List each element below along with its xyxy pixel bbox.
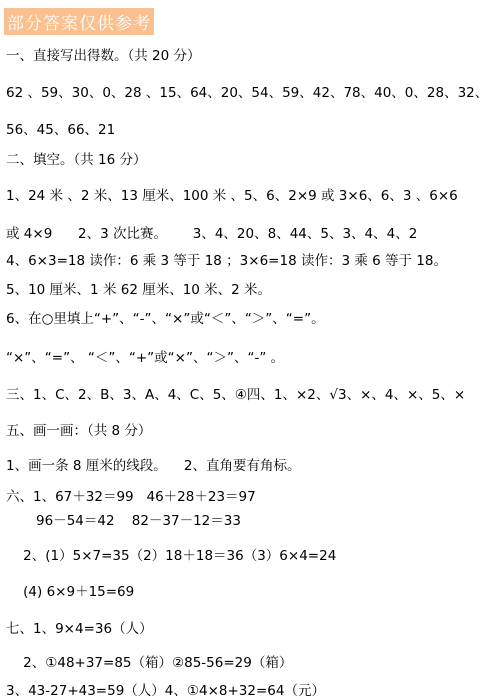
- section-7-answers-row-1: 七、1、9×4=36（人）: [6, 621, 153, 637]
- section-2-answers-row-1: 1、24 米 、2 米、13 厘米、100 米 、5、6、2×9 或 3×6、6、3 、6×6: [6, 188, 458, 204]
- section-1-heading: 一、直接写出得数。（共 20 分）: [6, 48, 201, 64]
- section-5-answers: 1、画一条 8 厘米的线段。 2、直角要有角标。: [6, 458, 301, 474]
- section-6-answers-row-2: 96－54＝42 82－37－12＝33: [6, 513, 241, 529]
- section-6-answers-row-4: (4) 6×9＋15=69: [6, 584, 135, 600]
- section-2-answers-row-6: “×”、“=”、 “＜”、“+”或“×”、“＞”、“-” 。: [6, 350, 285, 366]
- section-2-answers-row-4: 5、10 厘米、1 米 62 厘米、10 米、2 米。: [6, 282, 272, 298]
- section-1-answers-row-2: 56、45、66、21: [6, 122, 116, 138]
- section-6-answers-row-3: 2、(1）5×7=35（2）18＋18＝36（3）6×4=24: [6, 548, 337, 564]
- section-6-answers-row-1: 六、1、67＋32＝99 46＋28＋23＝97: [6, 489, 256, 505]
- section-3-answers: 三、1、C、2、B、3、A、4、C、5、④四、1、×2、√3、×、4、×、5、×: [6, 387, 466, 403]
- section-7-answers-row-3: 3、43-27+43=59（人）4、①4×8+32=64（元）: [6, 683, 325, 699]
- section-2-answers-row-3: 4、6×3=18 读作：6 乘 3 等于 18 ；3×6=18 读作：3 乘 6 等于 18。: [6, 253, 447, 269]
- page-title: 部分答案仅供参考: [4, 8, 154, 35]
- section-5-heading: 五、画一画：（共 8 分）: [6, 423, 152, 439]
- section-2-answers-row-5: 6、在○里填上“+”、“-”、“×”或“＜”、“＞”、“=”。: [6, 311, 325, 327]
- section-1-answers-row-1: 62 、59、30、0、28 、15、64、20、54、59、42、78、40、0、28、32、: [6, 85, 489, 101]
- section-2-answers-row-2: 或 4×9 2、3 次比赛。 3、4、20、8、44、5、3、4、4、2: [6, 226, 418, 242]
- section-7-answers-row-2: 2、①48+37=85（箱）②85-56=29（箱）: [6, 655, 293, 671]
- section-2-heading: 二、填空。（共 16 分）: [6, 152, 147, 168]
